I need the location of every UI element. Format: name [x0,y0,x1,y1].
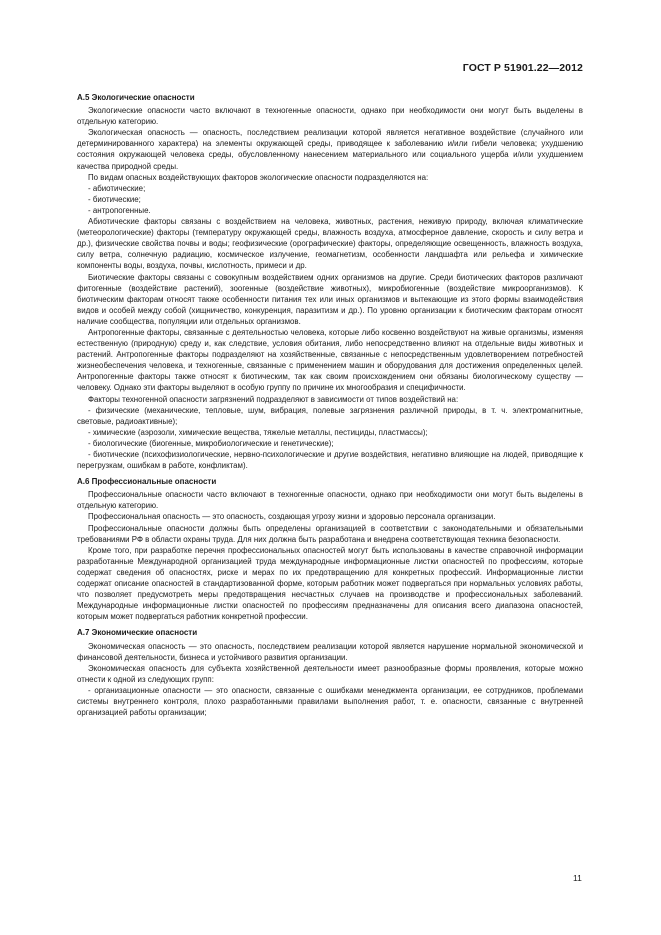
paragraph: Экономическая опасность — это опасность, последствием реализации которой является нарушение нормальной экономической и финансовой деятельности, бизнеса и устойчивого развития организации. [77,641,583,662]
paragraph: Профессиональные опасности должны быть определены организацией в соответствии с законодательными и обязательными требованиями РФ в области охраны труда. Для них должна быть разработана и внедрена соответствующая техника безопасности. [77,523,583,544]
paragraph: Профессиональные опасности часто включают в техногенные опасности, однако при необходимости они могут быть выделены в отдельную категорию. [77,490,583,511]
page-body [77,92,583,718]
paragraph: Антропогенные факторы, связанные с деятельностью человека, которые либо косвенно воздействуют на живые организмы, изменяя естественную (природную) среду и, как следствие, условия обитания, либо непосредственно влияют на отдельные виды животных и растений. Антропогенные факторы подразделяют на хозяйственные, связанные с непосредственным удовлетворением потребностей жизнеобеспечения человека, и техногенные, связанные с применением машин и оборудования для достижения определенных целей. Антропогенные факторы также относят к биотическим, так как своим происхождением они обязаны биологическому существу — человеку. Однако эти факторы выделяют в особую группу по причине их многообразия и специфичности. [77,327,583,393]
document-number: ГОСТ Р 51901.22—2012 [462,62,583,74]
paragraph: Факторы техногенной опасности загрязнений подразделяют в зависимости от типов воздействий на: [88,394,459,404]
list-item: - биологические (биогенные, микробиологические и генетические); [88,438,334,448]
section-heading: А.5 Экологические опасности [77,93,195,102]
list-item: - химические (аэрозоли, химические вещества, тяжелые металлы, пестициды, пластмассы); [88,427,428,437]
list-item: - физические (механические, тепловые, шум, вибрация, полевые загрязнения различной природы, в т. ч. электромагнитные, световые, радиоактивные); [77,405,583,426]
paragraph: Абиотические факторы связаны с воздействием на человека, животных, растения, неживую природу, включая климатические (метеорологические) факторы (температуру окружающей среды, влажность воздуха, атмосферное давление, скорость и силу ветра и др.), физические свойства почвы и воды; геофизические (орографические) факторы, определяющие освещенность, влажность воздуха, силу ветра, солнечную радиацию, космическое излучение, геомагнетизм, особенности ландшафта или рельефа и химические компоненты воды, воздуха, почвы, кислотность, примеси и др. [77,217,583,271]
section-economic-hazards [77,627,583,718]
section-professional-hazards [77,476,583,622]
paragraph: Экологическая опасность — опасность, последствием реализации которой является негативное воздействие (случайного или детерминированного характера) на элементы окружающей среды, приводящее к заболеванию и/или гибели человека; ухудшению состояния окружающей человека среды, обусловленному нанесением материального или социального ущерба и/или ухудшением качества природной среды. [77,128,583,171]
section-heading: А.6 Профессиональные опасности [77,477,217,487]
section-ecological-hazards [77,92,583,471]
list-item: - биотические; [88,194,141,204]
list-item: - организационные опасности — это опасности, связанные с ошибками менеджмента организации, ее сотрудников, проблемами системы внутреннего контроля, плохо разработанными правилами выполнения работ, т. е. опасности, связанные с внутренней организацией работы организации; [77,685,583,718]
paragraph: Экологические опасности часто включают в техногенные опасности, однако при необходимости они могут быть выделены в отдельную категорию. [77,106,583,127]
paragraph: Биотические факторы связаны с совокупным воздействием одних организмов на другие. Среди биотических факторов различают фитогенные (воздействие растений), зоогенные (воздействие животных), микробиогенные (воздействие микроорганизмов). К биотическим факторам относят также особенности питания тех или иных организмов и вытекающие из этого формы взаимодействия видов и особей между собой (хищничество, конкуренция, паразитизм и др.). По уровню организации к биотическим факторам относят наличие сообщества, популяции или отдельных организмов. [77,272,583,326]
paragraph: Экономическая опасность для субъекта хозяйственной деятельности имеет разнообразные формы проявления, которые можно отнести к одной из следующих групп: [77,663,583,684]
list-item: - биотические (психофизиологические, нервно-психологические и другие воздействия, негативно влияющие на людей, приводящие к перегрузкам, ошибкам в работе, конфликтам). [77,450,583,471]
paragraph: По видам опасных воздействующих факторов экологические опасности подразделяются на: [88,172,429,182]
section-heading: А.7 Экономические опасности [77,628,198,638]
paragraph: Кроме того, при разработке перечня профессиональных опасностей могут быть использованы в качестве справочной информации разработанные Международной организацией труда международные информационные листки опасностей по профессиям, которые содержат сведения об опасностях, риске и мерах по их предотвращению для конкретных профессий. Информационные листки содержат описание опасностей в стандартизованной форме, которым работник может подвергаться при нормальных условиях работы, что позволяет предусмотреть меры предотвращения несчастных случаев на производстве и профессиональных заболеваний. Международные информационные листки опасностей по профессиям предназначены для описания всего диапазона опасностей, которым может подвергаться работник конкретной профессии. [77,545,583,622]
list-item: - антропогенные. [88,205,151,215]
page-number: 11 [573,873,582,883]
list-item: - абиотические; [88,183,146,193]
paragraph: Профессиональная опасность — это опасность, создающая угрозу жизни и здоровью персонала организации. [88,512,496,522]
